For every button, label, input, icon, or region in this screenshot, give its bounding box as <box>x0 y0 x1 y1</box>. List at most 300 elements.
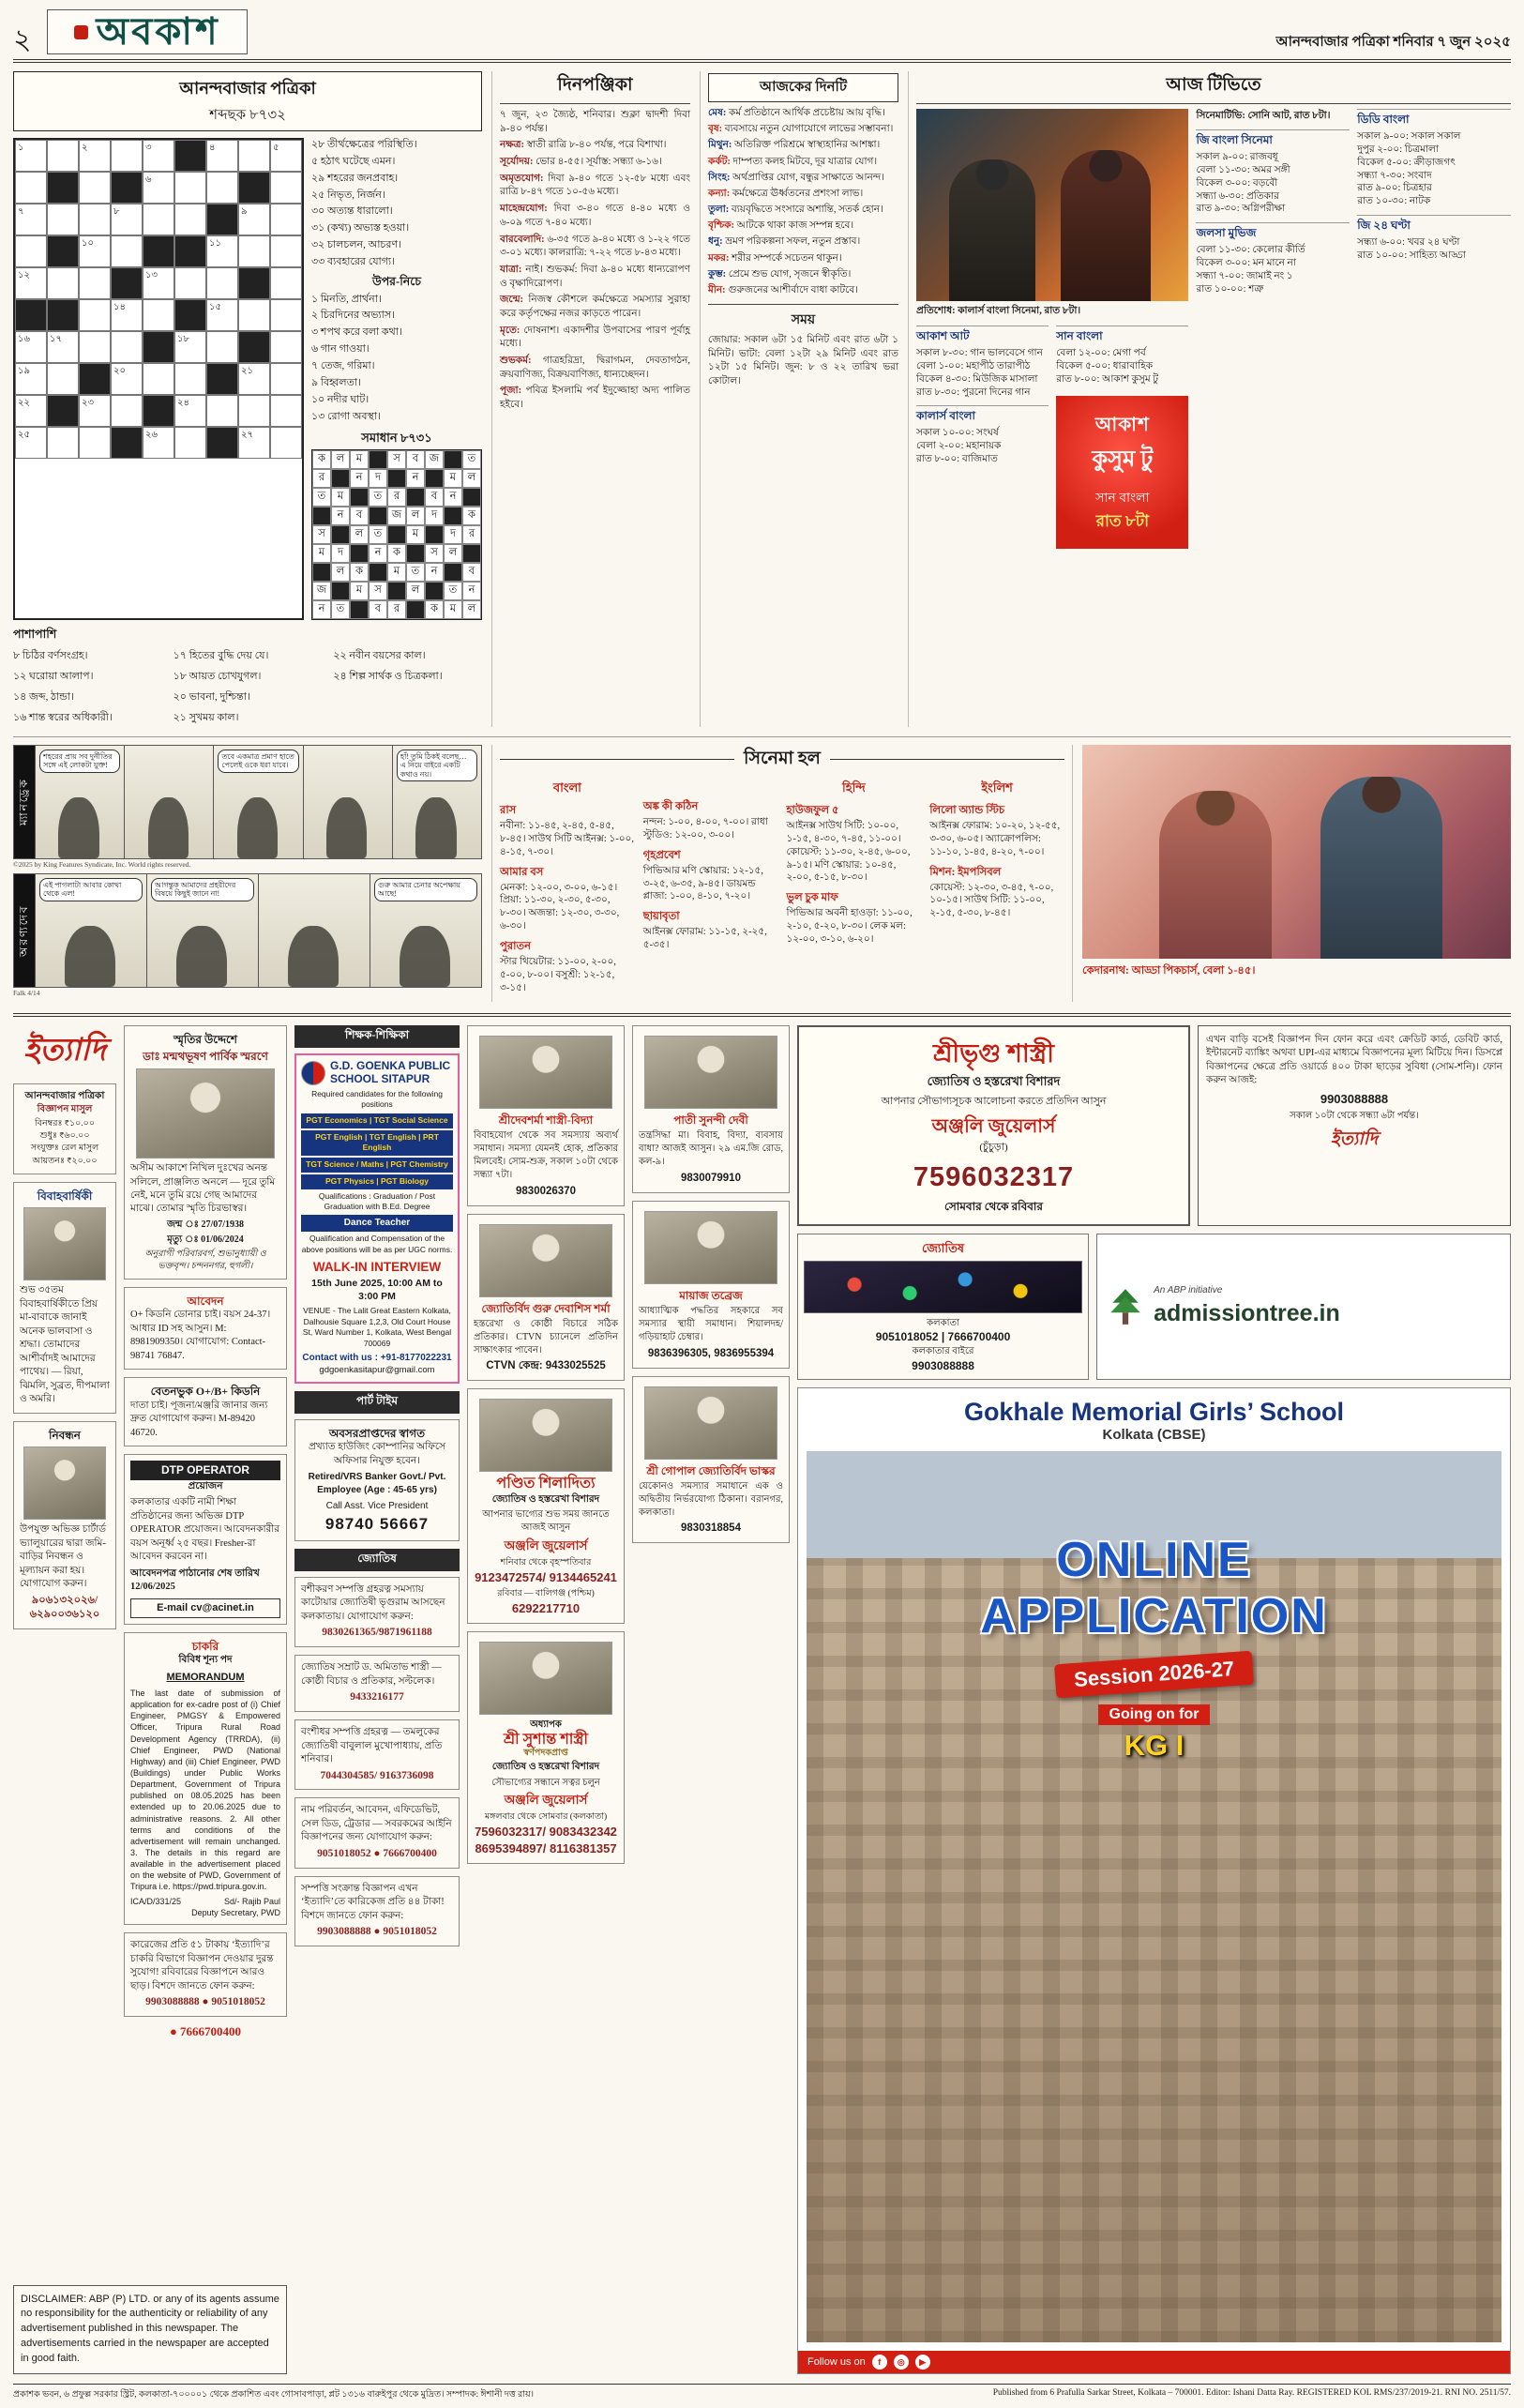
film-showtimes: নবীনা: ১১-৪৫, ২-৪৫, ৫-৪৫, ৮-৪৫। সাউথ সিটি আইনক্স: ১-০০, ৪-১৫, ৭-৩০। <box>500 820 635 857</box>
almanac-item <box>500 264 690 291</box>
horoscope-title: আজকের দিনটি <box>708 73 898 102</box>
anniversary-photo <box>23 1207 106 1280</box>
tv-left-column <box>916 109 1188 549</box>
film-title: আমার বস <box>500 866 544 878</box>
tv-channel-block <box>1357 109 1511 208</box>
cinema-language-head: ইংলিশ <box>981 780 1013 795</box>
shiladitya-schedule-2: রবিবার — বালিগঞ্জ (পশ্চিম) <box>497 1588 595 1598</box>
almanac-text: গাত্রহরিদ্রা, দ্বিরাগমন, দেবতাগঠন, ক্রয়বাণিজ্য, বিক্রয়বাণিজ্য, ধান্যচ্ছেদন। <box>500 356 690 380</box>
rates-subtitle: বিজ্ঞাপন মাসুল <box>37 1104 93 1115</box>
small-classified-ad <box>294 1577 460 1647</box>
tv-show: বিকেল ৩-০০: বড়বৌ <box>1196 177 1278 189</box>
tv-channel-name: ডিডি বাংলা <box>1357 109 1511 130</box>
jobs-promo-text: কারেজের প্রতি ৫১ টাকায় ‘ইত্যাদি’র চাকরি বিভাগে বিজ্ঞাপন দেওয়ার দুরন্ত সুযোগ! রবিবারের বিজ্ঞাপনে আরও ছাড়। বিশদে জানতে ফোন করুন: <box>130 1940 274 1992</box>
speech-bubble: গুরু আমার চেনার অপেক্ষায় আছে! <box>374 878 477 901</box>
shiladitya-name: পণ্ডিত শিলাদিত্য <box>496 1476 596 1492</box>
crossword-grid: ১ ২ ৩ ৪ ৫ ৬ ৭ ৮ ৯ ১০ ১১ ১২ ১৩ ১৪ ১৫ ১৬ ১৭ ১৮ ১৯ ২০ ২১ ২২ ২৩ ২৪ ২৫ ২৬ ২৭ <box>13 138 304 620</box>
school-building-photo <box>807 1451 1501 2342</box>
tv-channel-name: জি বাংলা সিনেমা <box>1196 129 1350 151</box>
middle-band <box>13 736 1511 1002</box>
classifieds-col-5 <box>632 1025 790 2374</box>
astrologer-body: আধ্যাত্মিক পদ্ধতির সহকারে সব সমস্যার স্থায়ী সমাধান। শিয়ালদহ/গড়িয়াহাট চেম্বার। <box>639 1306 783 1342</box>
memo-sd: Sd/- <box>223 1896 240 1906</box>
horoscope-entry <box>708 235 898 249</box>
horoscope-text: দাম্পত্য কলহ মিটবে, দূর যাত্রার যোগ। <box>732 156 878 167</box>
ad-sushanta-shastri <box>467 1631 625 1864</box>
ad-jobs-promo <box>124 1932 287 2017</box>
dtp-head: DTP OPERATOR <box>130 1461 280 1480</box>
instagram-icon: ◎ <box>894 2355 909 2370</box>
small-classified-ad <box>294 1655 460 1712</box>
clue-item: ৩ শপথ করে বলা কথা। <box>311 326 402 339</box>
film-title: হাউজফুল ৫ <box>786 804 839 816</box>
horoscope-entry <box>708 188 898 201</box>
memorial-body: অসীম আকাশে নিখিল দুঃখের অনন্ত সলিলে, প্রাঞ্জলিত অনলে — দূরে তুমি নেই, মনে তুমি রয়ে গেছ আমাদের মাঝে। তোমার স্মৃতি চিরভাস্বর। <box>130 1163 276 1215</box>
tv-show: সকাল ৮-৩০: গান ভালবেসে গান <box>916 348 1043 358</box>
tv-show: বিকেল ৩-০০: মন মানে না <box>1196 258 1296 269</box>
ad-pandit-shiladitya <box>467 1388 625 1623</box>
tv-channel-block <box>1196 222 1350 295</box>
goenka-required: Required candidates for the following positions <box>311 1088 443 1110</box>
promo-channel: সান বাংলা <box>1095 491 1150 506</box>
shiladitya-schedule-1: শনিবার থেকে বৃহস্পতিবার <box>500 1557 592 1567</box>
zodiac-sign: ধনু: <box>708 236 723 248</box>
sushanta-subtitle: জ্যোতিষ ও হস্তরেখা বিশারদ <box>491 1762 600 1773</box>
comic-panel <box>370 874 481 987</box>
clue-item: ১ মিনতি, প্রার্থনা। <box>311 293 382 305</box>
almanac-label: শুভকর্ম: <box>500 356 532 366</box>
film-photo-figure <box>1082 745 1511 1002</box>
gems-city-label: কলকাতা <box>927 1317 959 1328</box>
crossword-header <box>13 71 482 131</box>
small-ad-text: বশীকরণ সম্পত্তি গ্রহরত্ন সমস্যায় কাটোয়ার জ্যোতিষী ভৃগুরাম আসছেন কলকাতায়। যোগাযোগ করুন: <box>301 1583 445 1622</box>
film-title: লিলো অ্যান্ড স্টিচ <box>929 804 1005 816</box>
clue-item: ৩২ চালচলন, আচরণ। <box>311 239 401 251</box>
follow-us-label: Follow us on <box>807 2356 866 2369</box>
memo-signature <box>191 1896 280 1919</box>
tv-channel-block <box>916 405 1049 466</box>
tv-listings-col-b <box>1056 326 1188 549</box>
clue-item: ১৬ শান্ত স্বরের অধিকারী। <box>13 711 113 723</box>
ad-admissiontree <box>1096 1234 1511 1381</box>
goenka-dance-note: Qualification and Compensation of the above positions will be as per UGC norms. <box>301 1233 453 1254</box>
rate-line: আয়তনঃ ₹২০.০০ <box>32 1156 98 1166</box>
almanac-list-1 <box>500 109 690 261</box>
clue-item: ১৪ জব্দ, ঠান্ডা। <box>13 690 75 703</box>
astrologer-body: বিবাহযোগ থেকে সব সমস্যায় অব্যর্থ সমাধান। সমস্যা যেমনই হোক, প্রতিকার মিলবেই। সোম-শুক্র, সকাল ১০টা থেকে সন্ধ্যা ৭টা। <box>474 1130 618 1180</box>
tv-channel-name: আকাশ আট <box>916 326 1049 347</box>
film-showtimes: কোয়েস্ট: ১২-৩০, ৩-৪৫, ৭-০০, ১০-১৫। সাউথ সিটি: ১১-০০, ২-১৫, ৫-৩০, ৮-৪৫। <box>929 882 1054 919</box>
registration-phone: ৯০৬১৩২০২৬/ ৬২৯০০৩৬১২০ <box>29 1594 100 1621</box>
dtp-subhead: প্রয়োজন <box>188 1480 223 1492</box>
small-ad-phone: 9433216177 <box>350 1691 404 1704</box>
anniversary-text: শুভ ৩৫তম বিবাহবার্ষিকীতে প্রিয় মা-বাবাকে জানাই অনেক ভালবাসা ও শ্রদ্ধা। তোমাদের আশীর্বাদই আমাদের পাথেয়। — রিয়া, ঝিমলি, সুব্রত, দীপমালা ও অমরি। <box>20 1285 110 1405</box>
almanac-item <box>500 385 690 412</box>
almanac-section <box>491 71 690 727</box>
zodiac-sign: মীন: <box>708 284 726 295</box>
tv-listings-col-b-list <box>1056 326 1188 386</box>
cinema-column-2 <box>643 780 778 1000</box>
tv-channel-block <box>1196 129 1350 216</box>
tv-listings-col-c <box>1196 129 1350 296</box>
school-name: G.D. GOENKA PUBLIC SCHOOL SITAPUR <box>330 1058 451 1085</box>
gems-city-phones: 9051018052 | 7666700400 <box>875 1330 1011 1344</box>
dtp-email-box <box>130 1598 280 1618</box>
youtube-icon: ▶ <box>915 2355 930 2370</box>
comic-credit: Falk 4/14 <box>13 988 40 997</box>
astrologer-name: মায়াজ তব্রেজ <box>679 1288 743 1302</box>
tv-show: বিকেল ৪-৩০: মিউজিক মাসালা <box>916 373 1038 385</box>
tv-channel-block <box>916 326 1049 399</box>
memorial-photo <box>136 1068 274 1159</box>
gokhale-school-name: Gokhale Memorial Girls’ School <box>963 1398 1345 1427</box>
session-ribbon: Session 2026-27 <box>1054 1650 1254 1698</box>
clue-item: ৬ গান গাওয়া। <box>311 343 370 356</box>
astrologer-name: পাতী সুনন্দী দেবী <box>673 1113 748 1127</box>
gokhale-footer-bar <box>798 2351 1510 2373</box>
sushanta-body: সৌভাগ্যের সন্ধানে সত্বর চলুন <box>491 1777 600 1788</box>
tv-listings-col-a <box>916 326 1049 549</box>
classifieds-col-2 <box>124 1025 287 2285</box>
film-title: পুরাতন <box>500 940 531 952</box>
ad-rates <box>13 1083 116 1174</box>
zodiac-sign: বৃশ্চিক: <box>708 220 735 232</box>
tv-show: বেলা ১১-৩০: কেলোর কীর্তি <box>1196 245 1305 256</box>
clue-item: ২২ নবীন বয়সের কাল। <box>333 649 426 661</box>
memo-designation: Deputy Secretary, PWD <box>191 1907 280 1917</box>
cinema-title: সিনেমা হল <box>744 748 821 768</box>
shiladitya-phone-1: 9123472574/ 9134465241 <box>475 1569 617 1584</box>
almanac-label: মাহেন্দ্রযোগ: <box>500 204 548 215</box>
film-showtimes: পিভিআর মণি স্কোয়ার: ১২-১৫, ৩-২৫, ৬-৩৫, ৯-৪৫। ডায়মন্ড প্লাজা: ১-০০, ৪-১০, ৭-২০। <box>642 865 763 902</box>
film-showtimes: নন্দন: ১-০০, ৪-০০, ৭-০০। রাধা স্টুডিও: ১২-০০, ৩-০০। <box>642 816 768 841</box>
comic-panel <box>124 746 213 858</box>
comic-strip-phantom <box>13 873 482 988</box>
ad-bhrigu-shastri <box>797 1025 1190 1226</box>
small-ad-text: বংশীধর সম্পত্তি গ্রহরত্ন — তমলুকের জ্যোতিষী বাবুলাল মুখোপাধ্যায়, প্রতি শনিবার। <box>301 1727 443 1765</box>
sushanta-phones-2: 8695394897/ 8116381357 <box>475 1841 617 1856</box>
shiladitya-body: আপনার ভাগ্যের শুভ সময় জানতে আজই আসুন <box>482 1509 610 1534</box>
almanac-item <box>500 203 690 230</box>
itadi-note-text: এখন বাড়ি বসেই বিজ্ঞাপন দিন ফোন করে এবং ক্রেডিট কার্ড, ডেবিট কার্ড, ইন্টারনেট ব্যাঙ্কিং অথবা UPI-এর মাধ্যমে বিজ্ঞাপনের মূল্য মিটিয়ে দিন। ডিসপ্লে বিজ্ঞাপনের ক্ষেত্রে প্রতি ওয়ার্ডে ৪০০ টাকা ছাড়ের সুবিধা (সোম-শনি)। ফোন করুন আজই: <box>1206 1034 1502 1086</box>
tv-channel-block <box>1357 215 1511 263</box>
horoscope-text: ব্যয়বৃদ্ধিতে সংসারে অশান্তি, সতর্ক হোন। <box>731 204 883 216</box>
comic-strip-label: ম্যানড্রেক <box>14 746 35 858</box>
imprint-left: প্রকাশক ভবন, ৬ প্রফুল্ল সরকার স্ট্রিট, কলকাতা-৭০০০০১ থেকে প্রকাশিত এবং গোসাবপাড়া, প্লট ১৩১৬ বারুইপুর থেকে মুদ্রিত। সম্পাদক: ঈশানী দত্ত রায়। <box>13 2390 535 2400</box>
sushanta-medal: স্বর্ণপদকপ্রাপ্ত <box>523 1749 568 1759</box>
memo-title: MEMORANDUM <box>166 1671 245 1683</box>
zodiac-sign: মিথুন: <box>708 140 732 151</box>
horoscope-entry <box>708 172 898 185</box>
retired-body: প্রখ্যাত হাউজিং কোম্পানির অফিসে অফিসার নিযুক্ত হবেন। <box>308 1442 446 1466</box>
online-word: ONLINE <box>1056 1532 1252 1587</box>
film-showtimes: পিভিআর অবনী হাওড়া: ১১-০০, ২-১০, ৫-২০, ৮-৩০। লেক মল: ১২-০০, ৩-১০, ৬-২০। <box>786 908 913 945</box>
zodiac-sign: কুম্ভ: <box>708 268 727 280</box>
goenka-dance-teacher: Dance Teacher <box>301 1215 453 1232</box>
horoscope-text: অতিরিক্ত পরিশ্রমে স্বাস্থ্যহানির আশঙ্কা। <box>734 140 881 151</box>
astrologer-photo <box>479 1224 612 1297</box>
almanac-text: ৭ জুন, ২৩ জ্যৈষ্ঠ, শনিবার। শুক্লা দ্বাদশী দিবা ৯-৪০ পর্যন্ত। <box>500 110 690 134</box>
astrologer-phone: 9830026370 <box>516 1185 576 1197</box>
crossword-down-clues <box>311 293 482 424</box>
film-title: ছায়াবৃতা <box>642 911 680 923</box>
horoscope-entry <box>708 107 898 120</box>
horoscope-entry <box>708 156 898 169</box>
classifieds-band <box>13 1013 1511 2374</box>
appeal2-head: বেতনভুক O+/B+ কিডনি <box>150 1385 261 1399</box>
goenka-qualifications: Qualifications : Graduation / Post Graduation with B.Ed. Degree <box>318 1190 436 1212</box>
sushanta-phones-1: 7596032317/ 9083432342 <box>475 1825 617 1840</box>
small-ads-list <box>294 1577 460 1946</box>
cinema-film <box>500 938 635 995</box>
horoscope-entry <box>708 220 898 233</box>
tv-show: রাত ৮-৩০: পুরনো দিনের গান <box>916 386 1031 398</box>
cinema-film <box>929 802 1064 859</box>
tv-show: বিকেল ৫-০০: ধারাবাহিক <box>1056 360 1154 371</box>
appeal2-text: দাতা চাই। পূজনা/মঞ্জরি জানার জন্য দ্রুত যোগাযোগ করুন। M-89420 46720. <box>130 1400 268 1438</box>
film-title: গৃহপ্রবেশ <box>642 849 681 861</box>
ad-anniversary <box>13 1182 116 1414</box>
page-number: ২ <box>13 24 32 55</box>
retired-eligibility: Retired/VRS Banker Govt./ Pvt. Employee (Age : 45-65 yrs) <box>308 1472 446 1495</box>
almanac-item <box>500 109 690 136</box>
tv-promo-box <box>1056 396 1188 549</box>
abp-logo-icon <box>74 25 88 39</box>
memorial-head: স্মৃতির উদ্দেশে <box>174 1032 237 1046</box>
classifieds-col-1 <box>13 1025 116 2285</box>
solution-grid: ক ল ম স ব জ ত র ন দ ন ম ল ত ম ত র ব ন ন ব জ ল দ ক স ল ত ম দ র ম দ ন ক স ল ল ক ম ত ন ব জ ম স ল ত ন ন ত ব র ক ম ল <box>311 449 482 620</box>
cinema-column-1 <box>500 780 635 1000</box>
astrologer-name: শ্রী গোপাল জ্যোতির্বিদ ভাস্কর <box>646 1463 776 1477</box>
horoscope-list <box>708 107 898 297</box>
tv-note: সিনেমাটিভি: সোনি আট, রাত ৮টা। <box>1196 111 1331 121</box>
memo-ref: ICA/D/331/25 <box>130 1896 182 1906</box>
sushanta-name: শ্রী সুশান্ত শাস্ত্রী <box>503 1731 589 1748</box>
gems-outside-phone: 9903088888 <box>912 1358 974 1372</box>
horoscope-text: কর্মক্ষেত্রে ঊর্ধ্বতনের প্রশংসা লাভ। <box>732 188 864 199</box>
almanac-text: স্বাতী রাত্রি ৮-৪০ পর্যন্ত, পরে বিশাখা। <box>526 140 667 151</box>
tv-show: বেলা ১২-০০: মেগা পর্ব <box>1056 348 1146 358</box>
bhrigu-schedule: সোমবার থেকে রবিবার <box>943 1200 1044 1214</box>
clue-item: ৭ তেজ, গরিমা। <box>311 360 375 371</box>
registration-text: উপযুক্ত অভিজ্ঞ চার্টার্ড ভ্যালুয়ারের দ্বারা জমি-বাড়ির নিবন্ধন ও মূল্যায়ন করা হয়। যোগাযোগ করুন। <box>20 1524 106 1590</box>
clue-item: ৮ চিঠির বর্ণসংগ্রহ। <box>13 649 88 661</box>
astrologer-phone: CTVN কেন্দ্র: 9433025525 <box>486 1360 606 1372</box>
small-classified-ad <box>294 1719 460 1790</box>
gems-head: জ্যোতিষ <box>921 1240 965 1255</box>
zodiac-sign: কর্কট: <box>708 156 731 167</box>
film-showtimes: আইনক্স ফোরাম: ১১-১৫, ২-২৫, ৫-৩৫। <box>642 927 767 951</box>
small-classified-ad <box>294 1797 460 1868</box>
shiladitya-photo <box>479 1399 612 1472</box>
comics-section <box>13 745 482 1002</box>
bhrigu-body: আপনার সৌভাগ্যসূচক আলোচনা করতে প্রতিদিন আসুন <box>881 1096 1107 1108</box>
appeal-text: O+ কিডনি ডোনার চাই। বয়স 24-37। আধার ID সহ আসুন। M: 8981909350। যোগাযোগ: Contact- 98741 76847. <box>130 1310 271 1361</box>
film-showtimes: মেনকা: ১২-০০, ৩-০০, ৬-১৫। প্রিয়া: ১১-৩০, ২-৩০, ৫-৩০, ৮-৩০। অজন্তা: ১২-৩০, ৩-৩০, ৬-৩০। <box>500 882 620 932</box>
top-band <box>13 71 1511 727</box>
cinema-film <box>929 864 1064 921</box>
astrologer-photo <box>479 1036 612 1109</box>
cinema-column-4 <box>929 780 1064 1000</box>
almanac-label: নক্ষত্র: <box>500 140 524 151</box>
cinema-column-3 <box>787 780 922 1000</box>
times-title: সময় <box>708 304 898 331</box>
section-title: অবকাশ <box>96 10 220 53</box>
tv-show: সকাল ৯-০০: রাজবধূ <box>1196 152 1278 162</box>
ad-jobs-memorandum <box>124 1632 287 1926</box>
almanac-text: পবিত্র ইসলামি পর্ব ইদুজ্জোহা অদ্য পালিত হইবে। <box>500 386 690 411</box>
tv-show: রাত ৯-৩০: অগ্নিপরীক্ষা <box>1196 204 1286 215</box>
jobs-promo-phones: 9903088888 ● 9051018052 <box>145 1996 265 2008</box>
almanac-list-2 <box>500 264 690 413</box>
ad-jyotish-gems <box>797 1234 1089 1381</box>
ad-appeal <box>124 1287 287 1370</box>
tv-show: বেলা ১-০০: মহাপীঠ তারাপীঠ <box>916 360 1031 371</box>
comic-panel <box>146 874 258 987</box>
bhrigu-name: শ্রীভৃগু শাস্ত্রী <box>932 1038 1054 1068</box>
comic-credit: ©2025 by King Features Syndicate, Inc. World rights reserved. <box>13 859 191 869</box>
speech-bubble: হাঁ! তুমি ঠিকই বলেছ… এ নিয়ে বাইরে একটি কথাও নয়। <box>397 750 477 781</box>
tv-show: বেলা ২-০০: মহানায়ক <box>916 441 1002 452</box>
horoscope-section <box>700 71 898 727</box>
jobs-subhead: বিবিধ শূন্য পদ <box>178 1655 233 1666</box>
subject-line: PGT Physics | PGT Biology <box>301 1174 453 1189</box>
horoscope-text: অর্থপ্রাপ্তির যোগ, বন্ধুর সাক্ষাতে আনন্দ। <box>732 172 884 183</box>
admissiontree-domain: admissiontree.in <box>1154 1299 1340 1326</box>
film-title: মিশন: ইমপসিবল <box>929 866 1002 878</box>
promo-time: রাত ৮টা <box>1095 511 1150 530</box>
cinema-film <box>643 798 778 842</box>
film-showtimes: স্টার থিয়েটার: ১১-০০, ২-০০, ৫-০০, ৮-০০। বসুশ্রী: ১২-১৫, ৩-১৫। <box>500 956 616 993</box>
tv-show: রাত ১০-০০: সাহিত্য আড্ডা <box>1357 250 1466 262</box>
almanac-item <box>500 156 690 170</box>
zodiac-sign: বৃষ: <box>708 124 723 135</box>
classifieds-right-area <box>797 1025 1511 2374</box>
imprint-right: Published from 6 Prafulla Sarkar Street, Kolkata – 700001. Editor: Ishani Datta Ray. REGISTERED KOL RMS/237/2019-21. RNI NO. 2511/57. <box>992 2388 1511 2399</box>
almanac-text: ৬-৩৫ গতে ৯-৪০ মধ্যে ও ১-২২ গতে ৩-০১ মধ্যে। কালরাত্রি: ৭-২২ গতে ৮-৪৩ মধ্যে। <box>500 234 691 259</box>
promo-title-line1: আকাশ <box>1094 414 1150 435</box>
almanac-text: দোষনাশ। একাদশীর উপবাসের পারণ পূর্বাহ্ণ মধ্যে। <box>500 325 690 350</box>
crossword-paper-name: আনন্দবাজার পত্রিকা <box>179 79 316 98</box>
tv-section <box>908 71 1511 727</box>
horoscope-entry <box>708 284 898 297</box>
astrologer-photo <box>644 1036 777 1109</box>
film-title: রাস <box>500 804 517 816</box>
film-showtimes: আইনক্স সাউথ সিটি: ১০-০০, ১-১৫, ৪-৩০, ৭-৪৫, ১১-০০। কোয়েস্ট: ১১-৩০, ২-৪৫, ৬-০০, ৯-১৫। মণি স্কোয়ার: ১০-৪৫, ২-০০, ৫-১৫, ৮-৩০। <box>786 820 911 884</box>
speech-bubble: আগন্তুক আমাদের প্রহরীদের বিষয়ে কিছুই জানে না! <box>151 878 254 901</box>
tv-show: রাত ৮-০০: বাজিমাত <box>916 454 998 465</box>
film-title: অঙ্ক কী কঠিন <box>642 800 699 812</box>
speech-bubble: শহরের প্রায় সব দুর্নীতির সঙ্গে এই লোকটা যুক্ত! <box>39 750 120 773</box>
horoscope-text: ব্যবসায়ে নতুন যোগাযোগে লাভের সম্ভাবনা। <box>724 124 894 135</box>
rates-paper: আনন্দবাজার পত্রিকা <box>24 1090 105 1101</box>
comic-strip-label: অরণ্যদেব <box>14 874 35 987</box>
registration-photo <box>23 1446 106 1520</box>
tv-show: সন্ধ্যা ৬-০০: খবর ২৪ ঘণ্টা <box>1357 237 1460 249</box>
crossword-side-clues <box>311 138 482 269</box>
shiladitya-phone-2: 6292217710 <box>511 1600 581 1615</box>
ad-itadi-self-service <box>1198 1025 1511 1226</box>
tv-show: সকাল ৯-০০: সকাল সকাল <box>1357 131 1461 142</box>
cinema-film <box>787 802 922 885</box>
small-ad-text: নাম পরিবর্তন, আবেদন, এফিডেভিট, সেল ডিড, ট্রেডার — সবরকমের আইনি বিজ্ঞাপনের জন্য যোগাযোগ করুন: <box>301 1805 452 1843</box>
going-on-label: Going on for <box>1098 1704 1211 1725</box>
film-photo-image <box>1082 745 1511 959</box>
ad-gokhale-memorial-school <box>797 1387 1511 2374</box>
horoscope-entry <box>708 268 898 281</box>
almanac-label: সূর্যোদয়: <box>500 157 534 168</box>
crossword-bottom <box>13 627 482 727</box>
astrologer-photo <box>644 1211 777 1284</box>
ad-dtp-operator <box>124 1454 287 1625</box>
cinema-language-head: হিন্দি <box>842 780 866 795</box>
clue-item: ১২ ঘরোয়া আলাপ। <box>13 670 94 682</box>
horoscope-entry <box>708 123 898 136</box>
zodiac-sign: মকর: <box>708 252 730 264</box>
shiladitya-subtitle: জ্যোতিষ ও হস্তরেখা বিশারদ <box>491 1493 600 1505</box>
almanac-text: নাই। শুভকর্ম: দিবা ৯-৪০ মধ্যে ধান্যরোপণ ও বৃক্ষাদিরোপণ। <box>500 264 690 289</box>
registration-head: নিবন্ধন <box>49 1428 81 1442</box>
comic-panel <box>303 746 392 858</box>
subject-line: PGT Economics | TGT Social Science <box>301 1113 453 1128</box>
tv-listings-col-d <box>1357 109 1511 549</box>
anniversary-head: বিবাহবার্ষিকী <box>37 1189 93 1203</box>
clue-item: ১৩ রোগা অবস্থা। <box>311 410 381 422</box>
astrologer-ad <box>467 1025 625 1206</box>
rate-line: শুধুঃ ₹৬০.০০ <box>39 1131 90 1142</box>
astrologer-name: শ্রীদেবশর্মা শাস্ত্রী-বিদ্যা <box>498 1113 594 1127</box>
almanac-item <box>500 355 690 382</box>
cinema-film <box>500 802 635 859</box>
film-photo-caption: কেদারনাথ: আড্ডা পিকচার্স, বেলা ১-৪৫। <box>1082 964 1256 977</box>
tv-show: বিকেল ৫-০০: ক্রীড়াজগৎ <box>1357 157 1456 168</box>
tv-show: বেলা ১১-৩০: অমর সঙ্গী <box>1196 164 1290 175</box>
astrologer-ads-left <box>467 1025 625 1381</box>
anjali-jewellers-brand: অঞ্জলি জুয়েলার্স <box>504 1537 588 1552</box>
crossword-title: শব্দছক ৮৭৩২ <box>209 108 286 123</box>
dtp-email-label: E-mail <box>157 1601 189 1613</box>
small-ad-text: সম্পত্তি সংক্রান্ত বিজ্ঞাপন এখন ‘ইত্যাদি’তে কারিকেজ প্রতি ৪৪ টাকা! বিশদে জানতে ফোন করুন: <box>301 1883 445 1921</box>
rate-line: সংযুক্তঃ রেল মাসুল <box>30 1143 99 1154</box>
itadi-note-phone: 9903088888 <box>1320 1091 1389 1106</box>
astrologer-phone: 9830318854 <box>681 1522 741 1535</box>
tv-show: সকাল ১০-০০: সংঘর্ষ <box>916 428 999 439</box>
astrologer-ad <box>467 1214 625 1382</box>
ad-registration <box>13 1421 116 1630</box>
times-text: জোয়ার: সকাল ৬টা ১৫ মিনিট এবং রাত ৬টা ১ মিনিট। ভাটা: বেলা ১২টা ২৯ মিনিট এবং রাত ১২টা ১৫ মিনিট। জুন: ৮ ও ২২ তারিখ ভরা কোটাল। <box>708 335 898 387</box>
dateline: আনন্দবাজার পত্রিকা শনিবার ৭ জুন ২০২৫ <box>1275 35 1511 50</box>
retired-call-label: Call Asst. Vice President <box>325 1500 429 1511</box>
almanac-text: দিবা ৯-৪০ গতে ১২-৫৮ মধ্যে এবং রাত্রি ৮-৪৭ গতে ১০-৫৬ মধ্যে। <box>500 173 691 198</box>
astrologer-body: যেকোনও সমস্যার সমাধানে এক ও অদ্বিতীয় নির্ভরযোগ্য ঠিকানা। বরানগর, কলকাতা। <box>639 1481 783 1518</box>
phone-strip: ● 7666700400 <box>169 2024 242 2039</box>
clue-item: ২৯ শহরের জনপ্রবাহ। <box>311 172 399 184</box>
clue-item: ৩৩ ব্যবহারের যোগ্য। <box>311 255 396 267</box>
dtp-email: cv@acinet.in <box>190 1601 254 1613</box>
jobs-head: চাকরি <box>191 1639 219 1653</box>
tv-channel-name: সান বাংলা <box>1056 326 1188 347</box>
horoscope-text: গুরুজনের আশীর্বাদে বাধা কাটবে। <box>728 284 858 295</box>
anjali-jewellers-brand: অঞ্জলি জুয়েলার্স <box>504 1793 588 1808</box>
comic-panel <box>35 874 146 987</box>
rate-line: বিনম্বরঃ ₹১০.০০ <box>34 1119 96 1129</box>
almanac-item <box>500 139 690 153</box>
sushanta-schedule: মঙ্গলবার থেকে সোমবার (কলকাতা) <box>484 1812 608 1823</box>
clue-item: ৩০ অত্যন্ত ধারালো। <box>311 205 393 218</box>
sushanta-photo <box>479 1642 612 1715</box>
tv-show: রাত ৯-০০: চিত্রহার <box>1357 183 1432 194</box>
crossword-section <box>13 71 482 727</box>
